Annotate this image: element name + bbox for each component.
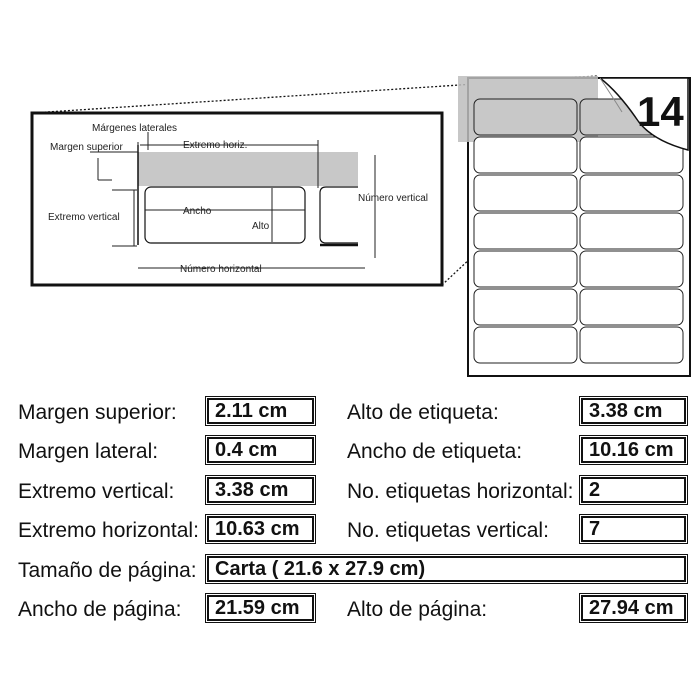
ancho-etiqueta-value: 10.16 cm	[581, 437, 686, 463]
label-numero-vertical: Número vertical	[358, 193, 429, 204]
alto-etiqueta-value: 3.38 cm	[581, 398, 686, 424]
label-alto: Alto	[252, 221, 270, 232]
alto-pagina-value: 27.94 cm	[581, 595, 686, 621]
detail-label-left	[145, 187, 305, 243]
extremo-horizontal-label: Extremo horizontal:	[18, 519, 199, 542]
label-extremo-vertical: Extremo vertical	[48, 212, 120, 223]
sheet-label-cell	[474, 251, 577, 287]
extremo-horizontal-value: 10.63 cm	[207, 516, 314, 542]
spec-row-5	[0, 554, 700, 588]
top-margin-strip	[138, 152, 358, 186]
sheet-label-cell	[474, 213, 577, 249]
etiquetas-horizontal-label: No. etiquetas horizontal:	[347, 480, 574, 503]
label-count-badge: 14	[637, 88, 684, 135]
alto-etiqueta-label: Alto de etiqueta:	[347, 401, 499, 424]
spec-row-1	[0, 396, 700, 430]
sheet-label-cell	[580, 213, 683, 249]
tamano-pagina-label: Tamaño de página:	[18, 559, 197, 582]
spec-row-2	[0, 435, 700, 469]
sheet-label-cell	[580, 251, 683, 287]
label-sheet	[458, 76, 690, 376]
sheet-label-cell	[474, 99, 577, 135]
etiquetas-horizontal-value: 2	[581, 477, 686, 503]
label-extremo-horiz: Extremo horiz.	[183, 140, 248, 151]
margen-lateral-value: 0.4 cm	[207, 437, 314, 463]
label-ancho: Ancho	[183, 206, 212, 217]
ancho-etiqueta-label: Ancho de etiqueta:	[347, 440, 523, 463]
zoom-detail-box	[32, 113, 442, 285]
extremo-vertical-value: 3.38 cm	[207, 477, 314, 503]
label-margen-superior: Margen superior	[50, 142, 123, 153]
sheet-label-cell	[580, 175, 683, 211]
detail-label-right	[320, 187, 358, 243]
ancho-pagina-label: Ancho de página:	[18, 598, 182, 621]
sheet-label-cell	[580, 289, 683, 325]
extremo-vertical-label: Extremo vertical:	[18, 480, 175, 503]
alto-pagina-label: Alto de página:	[347, 598, 488, 621]
sheet-label-cell	[474, 175, 577, 211]
etiquetas-vertical-label: No. etiquetas vertical:	[347, 519, 549, 542]
spec-row-4	[0, 514, 700, 548]
spec-row-6	[0, 593, 700, 627]
ancho-pagina-value: 21.59 cm	[207, 595, 314, 621]
margen-superior-label: Margen superior:	[18, 401, 177, 424]
margen-superior-value: 2.11 cm	[207, 398, 314, 424]
label-margenes-laterales: Márgenes laterales	[92, 123, 178, 134]
sheet-label-cell	[474, 327, 577, 363]
label-numero-horizontal: Número horizontal	[180, 264, 262, 275]
sheet-label-cell	[474, 289, 577, 325]
sheet-label-cell	[474, 137, 577, 173]
etiquetas-vertical-value: 7	[581, 516, 686, 542]
tamano-pagina-value: Carta ( 21.6 x 27.9 cm)	[207, 556, 686, 582]
margen-lateral-label: Margen lateral:	[18, 440, 159, 463]
sheet-label-cell	[580, 327, 683, 363]
spec-row-3	[0, 475, 700, 509]
